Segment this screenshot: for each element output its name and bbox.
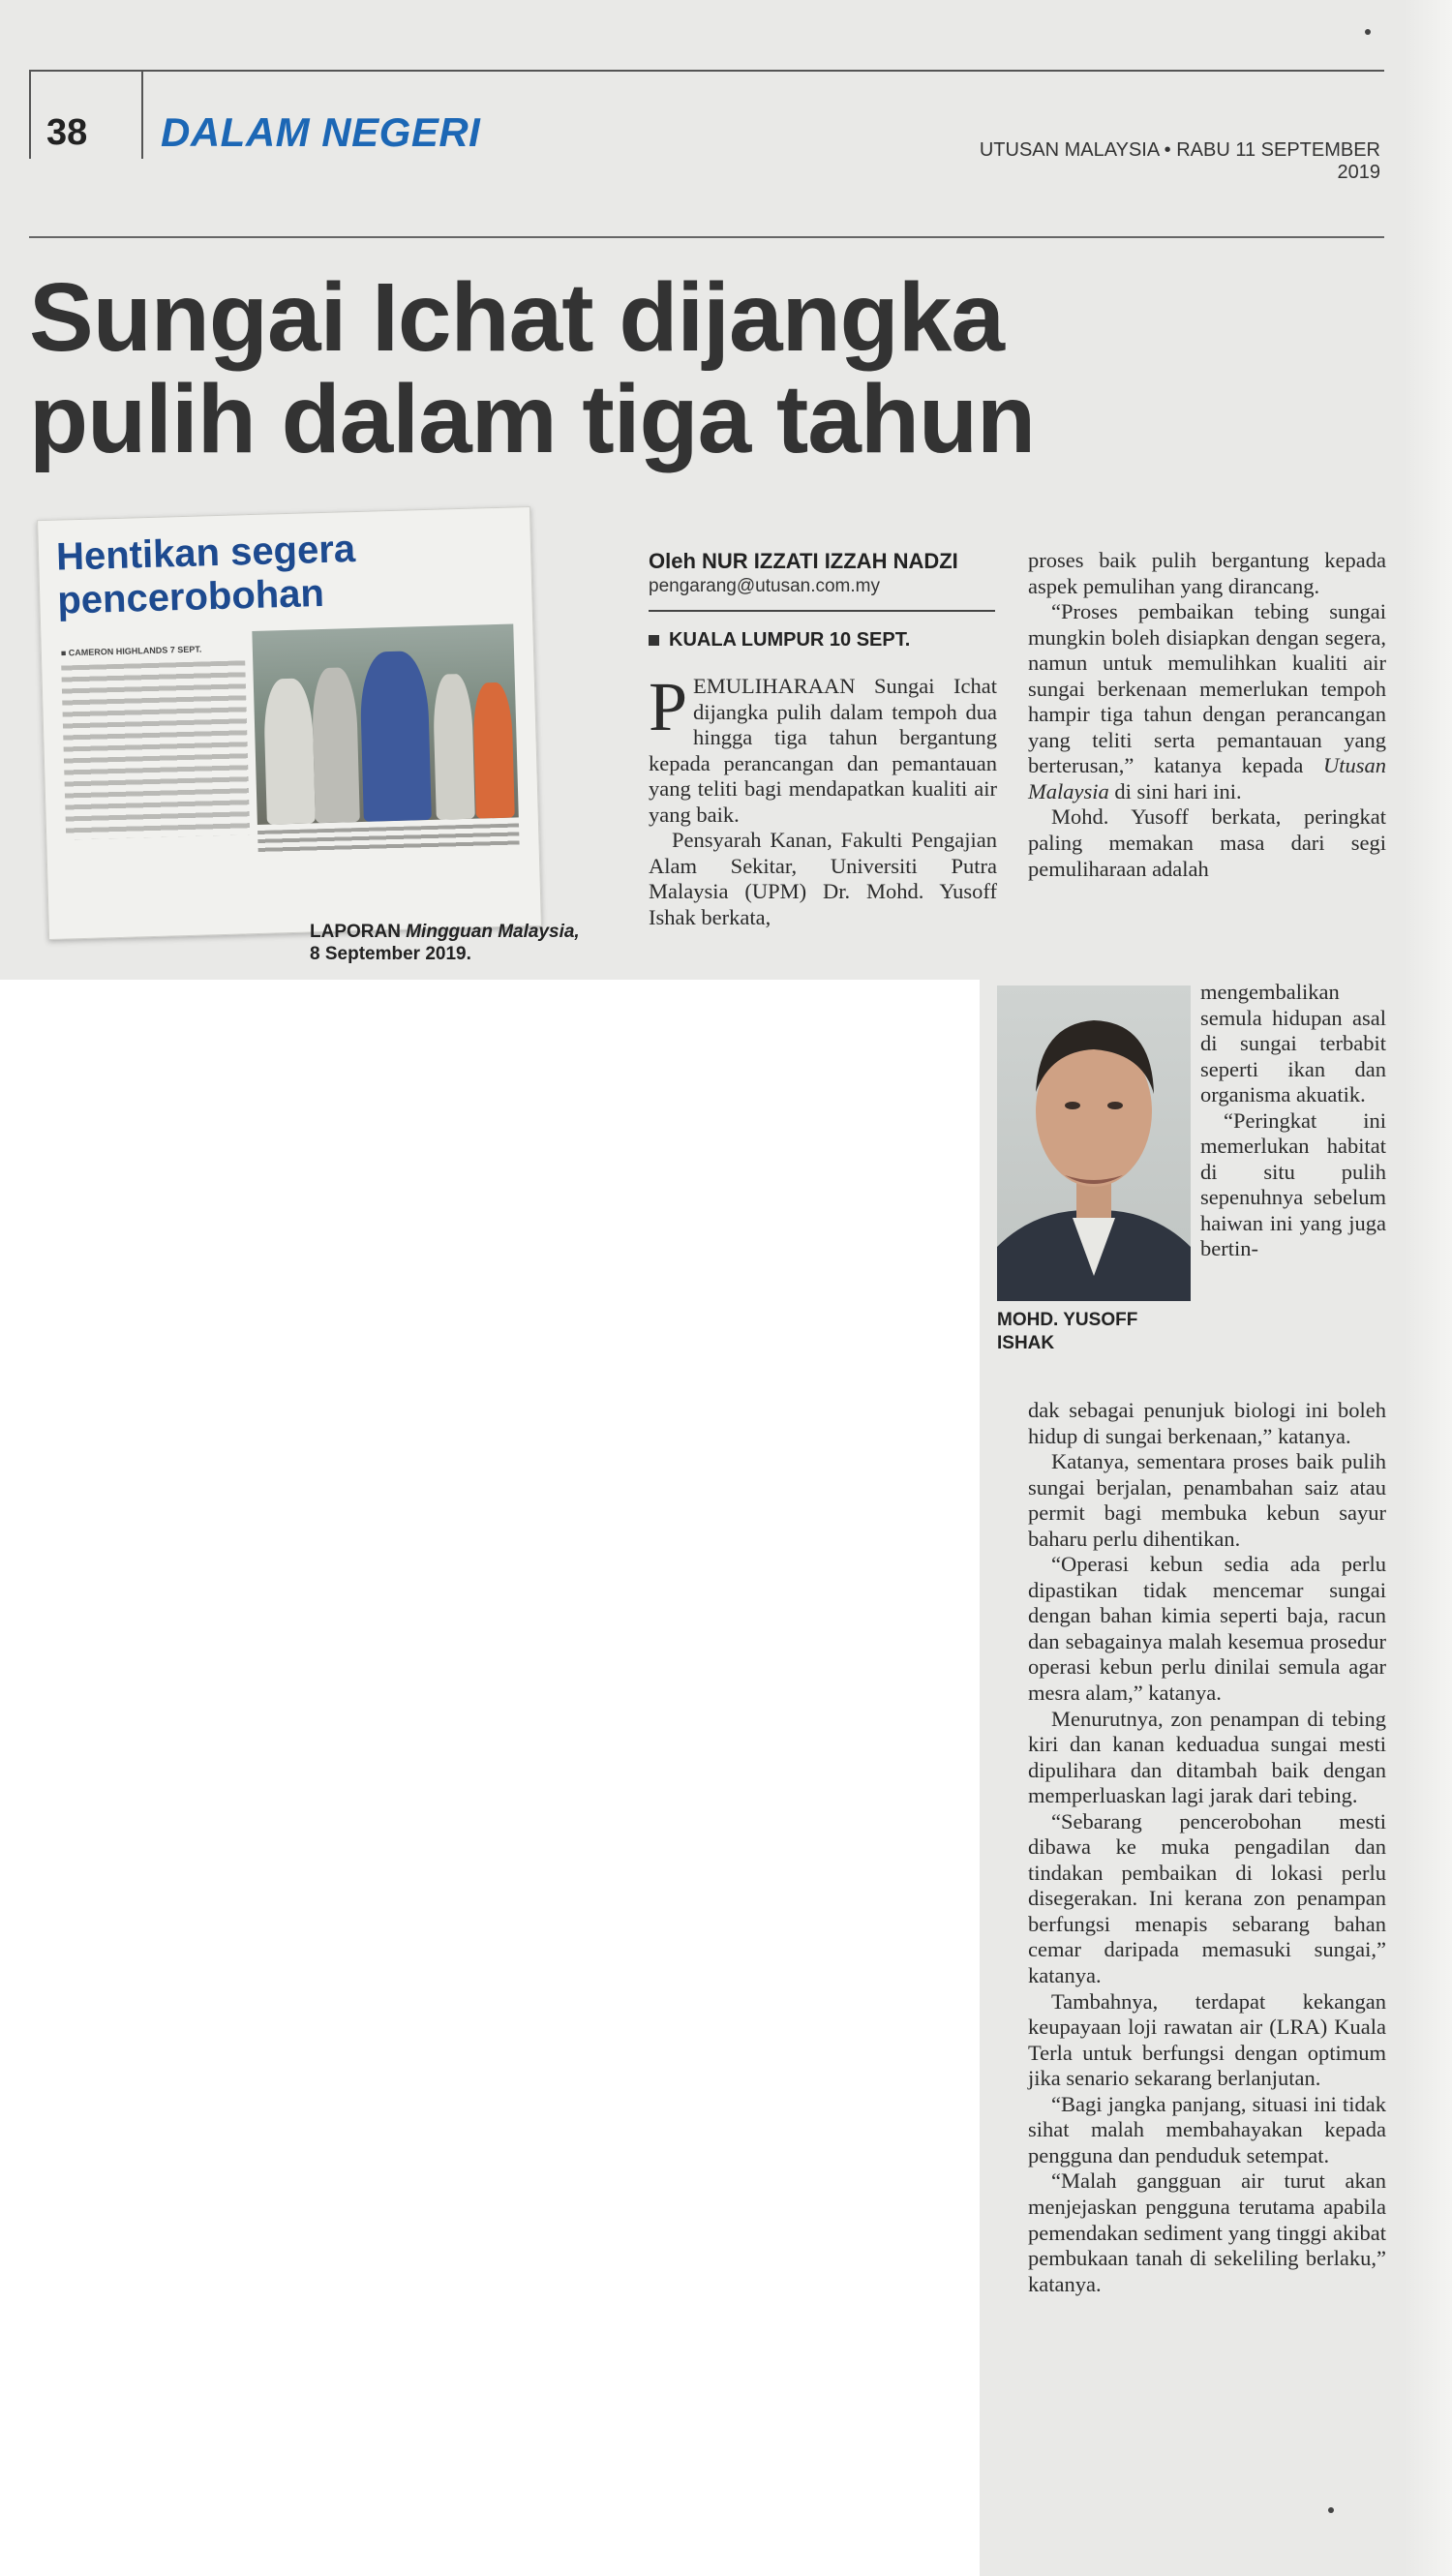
credit-date: 8 September 2019.: [310, 943, 471, 964]
person-figure: [311, 667, 359, 823]
square-bullet-icon: [649, 635, 659, 646]
publication-name: Utusan Malaysia: [1028, 753, 1386, 803]
credit-prefix: LAPORAN: [310, 922, 401, 942]
publication-dateline: UTUSAN MALAYSIA • RABU 11 SEPTEMBER 2019: [979, 139, 1380, 183]
paragraph-text: “Proses pembaikan tebing sungai mungkin boleh disiapkan dengan segera, namun untuk memulihkan kualiti air sungai berkenaan memerlukan tempoh hampir tiga tahun dengan perancangan yang teliti serta pemantauan yang berterusan,” katanya kepada: [1028, 599, 1386, 778]
ink-speck: [1328, 2507, 1334, 2513]
byline: Oleh NUR IZZATI IZZAH NADZI: [649, 549, 958, 573]
person-figure: [472, 682, 515, 819]
headline-line-2: pulih dalam tiga tahun: [29, 365, 1036, 473]
header-rule-left: [29, 70, 31, 159]
paragraph: “Bagi jangka panjang, situasi ini tidak sihat malah membahayakan kepada pengguna dan penduduk setempat.: [1028, 2091, 1386, 2167]
paragraph: “Operasi kebun sedia ada perlu dipastikan tidak mencemar sungai dengan bahan kimia seperti baja, racun dan sebagainya malah kesemua prosedur operasi kebun perlu dinilai semula agar mesra alam,” katanya.: [1028, 1552, 1386, 1706]
clipping-headline-line-1: Hentikan segera: [55, 528, 356, 579]
previous-report-clipping: [37, 506, 542, 940]
person-figure: [263, 678, 316, 824]
article-column-2-bottom: [1028, 1398, 1386, 2297]
ink-speck: [1365, 29, 1371, 35]
paragraph: “Malah gangguan air turut akan menjejaskan pengguna terutama apabila pemendakan sediment yang tinggi akibat pembukaan tanah di sekeliling berlaku,” katanya.: [1028, 2168, 1386, 2296]
paragraph: proses baik pulih bergantung kepada aspek pemulihan yang dirancang.: [1028, 548, 1386, 598]
article-column-1: [649, 668, 997, 930]
person-figure: [359, 651, 432, 822]
header-bottom-rule: [29, 236, 1384, 238]
paragraph: Katanya, sementara proses baik pulih sungai berjalan, penambahan saiz atau permit bagi membuka kebun sayur baharu perlu dihentikan.: [1028, 1449, 1386, 1551]
paragraph-text: EMULIHARAAN Sungai Ichat dijangka pulih dalam tempoh dua hingga tiga tahun bergantung kepada perancangan dan pemantauan yang teliti bagi mendapatkan kualiti air yang baik.: [649, 674, 997, 827]
byline-email: pengarang@utusan.com.my: [649, 576, 880, 596]
clipping-photo-caption: [257, 823, 520, 856]
drop-cap: P: [649, 668, 688, 745]
article-dateline: [649, 629, 910, 652]
man-portrait-icon: [997, 985, 1191, 1301]
article-column-2-top: [1028, 548, 1386, 882]
header-rule-divider: [141, 70, 143, 159]
article-dateline-text: KUALA LUMPUR 10 SEPT.: [669, 629, 911, 651]
page-number: 38: [46, 112, 88, 153]
clipping-headline: [56, 524, 503, 622]
clipping-credit: [310, 922, 580, 966]
main-headline: [29, 263, 1287, 473]
paragraph: Menurutnya, zon penampan di tebing kiri dan kanan keduadua sungai mesti dipulihara dan ditambah baik dengan memperluaskan lagi jarak dari tebing.: [1028, 1706, 1386, 1808]
clipping-dateline: ■ CAMERON HIGHLANDS 7 SEPT.: [60, 644, 202, 658]
portrait-photo: [997, 985, 1191, 1301]
clipping-headline-line-2: pencerobohan: [56, 571, 325, 622]
clipping-body-text: [61, 660, 250, 839]
headline-line-1: Sungai Ichat dijangka: [29, 263, 1004, 372]
portrait-caption: MOHD. YUSOFF ISHAK: [997, 1310, 1138, 1353]
paragraph: [1028, 599, 1386, 804]
header-rule: [29, 70, 1384, 72]
section-title: DALAM NEGERI: [161, 109, 481, 155]
page-edge: [1404, 0, 1452, 2576]
paragraph-text: di sini hari ini.: [1114, 778, 1242, 803]
paragraph: [649, 668, 997, 828]
credit-paper: Mingguan Malaysia,: [406, 922, 580, 942]
paragraph: Pensyarah Kanan, Fakulti Pengajian Alam Sekitar, Universiti Putra Malaysia (UPM) Dr. Mohd. Yusoff Ishak berkata,: [649, 828, 997, 929]
clipping-photo: [252, 624, 518, 825]
paragraph: Mohd. Yusoff berkata, peringkat paling memakan masa dari segi pemuliharaan adalah: [1028, 804, 1386, 881]
paragraph: “Sebarang pencerobohan mesti dibawa ke muka pengadilan dan tindakan pembaikan di lokasi perlu disegerakan. Ini kerana zon penampan berfungsi menapis sebarang bahan cemar daripada memasuki sungai,” katanya.: [1028, 1808, 1386, 1988]
person-figure: [433, 674, 475, 820]
paragraph: mengembalikan semula hidupan asal di sungai terbabit seperti ikan dan organisma akuatik.: [1200, 980, 1386, 1107]
byline-rule: [649, 610, 995, 612]
paragraph: Tambahnya, terdapat kekangan keupayaan loji rawatan air (LRA) Kuala Terla untuk berfungsi dengan optimum jika senario sekarang berlanjutan.: [1028, 1988, 1386, 2091]
paragraph: “Peringkat ini memerlukan habitat di situ pulih sepenuhnya sebelum haiwan ini yang juga bertin-: [1200, 1107, 1386, 1261]
paragraph: dak sebagai penunjuk biologi ini boleh hidup di sungai berkenaan,” katanya.: [1028, 1398, 1386, 1448]
article-column-2-narrow: [1200, 980, 1386, 1262]
